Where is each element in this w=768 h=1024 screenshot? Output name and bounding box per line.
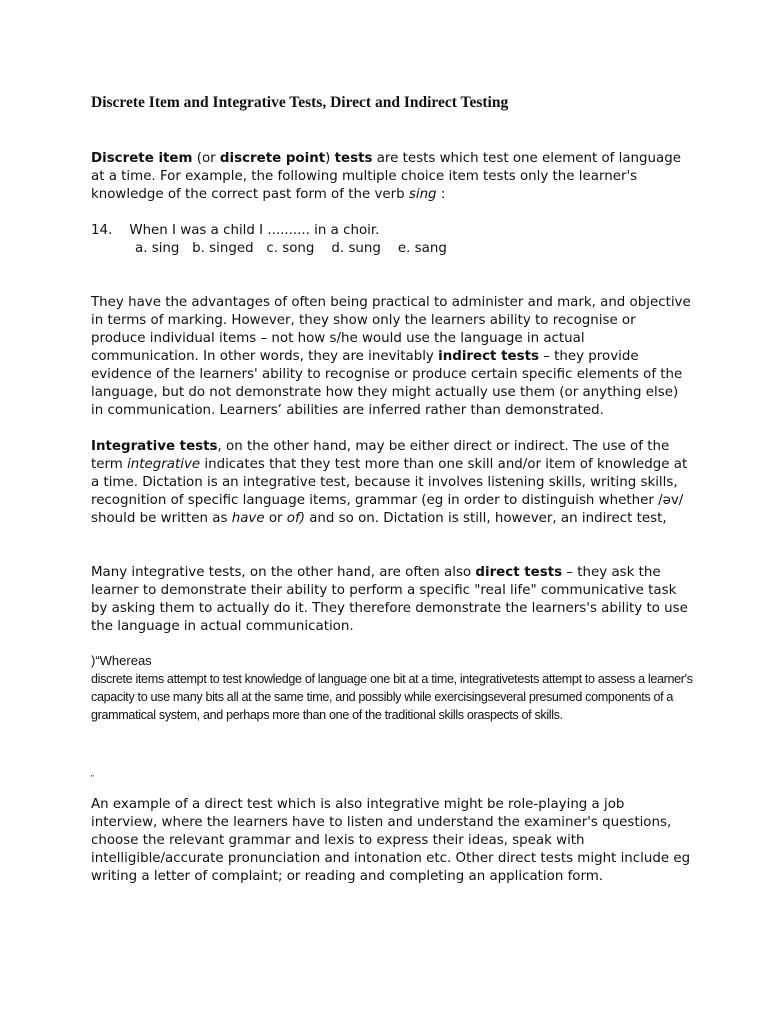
question-text: When I was a child I .......... in a choir. — [129, 223, 380, 238]
term-tests: tests — [334, 151, 373, 166]
text-run: and so on. Dictation is still, however, an indirect test, — [304, 511, 667, 526]
question-number: 14. — [91, 223, 113, 238]
text-run: Many integrative tests, on the other hand, are often also — [91, 565, 476, 580]
text-run: They have the advantages of often being practical to administer and mark, and objective in terms of marking. However, they show only the learners ability to recognise or produce individual items – not how s/he would use the language in actual communication. In other words, they are inevitably — [91, 295, 691, 364]
paragraph-direct-tests — [91, 564, 691, 636]
term-discrete-point: discrete point — [219, 151, 326, 166]
paragraph-discrete-item — [91, 150, 691, 204]
term-discrete-item: Discrete item — [91, 151, 193, 166]
quote-closing: " — [91, 774, 94, 783]
text-run: : — [436, 187, 446, 202]
paragraph-indirect-tests — [91, 294, 691, 420]
text-run: ) — [325, 151, 335, 166]
term-integrative-tests: Integrative tests — [91, 439, 218, 454]
term-sing: sing — [408, 187, 437, 202]
quote-body: discrete items attempt to test knowledge of language one bit at a time, integrativetests attempt to assess a learner's capacity to use many bits all at the same time, and possibly while exercisingseveral presumed components of a grammatical system, and perhaps more than one of the traditional skills oraspects of skills. — [91, 672, 693, 722]
term-integrative: integrative — [127, 457, 201, 472]
text-run: , on the other hand, may be either direct or indirect. The use of the term — [91, 439, 670, 472]
quote-opening: )“Whereas — [91, 653, 152, 668]
paragraph-integrative-tests — [91, 438, 691, 528]
text-run: indicates that they test more than one skill and/or item of knowledge at a time. Dictation is an integrative test, because it involves listening skills, writing skills, recognition of specific language items, grammar (eg in order to distinguish whether /əv/ should be written as — [91, 457, 688, 526]
term-of: of) — [286, 511, 305, 526]
text-run: or — [264, 511, 287, 526]
text-run: – they provide evidence of the learners' ability to recognise or produce certain specific elements of the language, but do not demonstrate how they might actually use them (or anything else) in communication. Learners’ abilities are inferred rather than demonstrated. — [91, 349, 683, 418]
text-run: – they ask the learner to demonstrate their ability to perform a specific "real life" communicative task by asking them to actually do it. They therefore demonstrate the learners's ability to use the language in actual communication. — [91, 565, 688, 634]
question-line — [91, 222, 379, 240]
text-run: (or — [192, 151, 220, 166]
paragraph-direct-integrative-example: An example of a direct test which is also integrative might be role-playing a job interview, where the learners have to listen and understand the examiner's questions, choose the relevant grammar and lexis to express their ideas, speak with intelligible/accurate pronunciation and intonation etc. Other direct tests might include eg writing a letter of complaint; or reading and completing an application form. — [91, 797, 691, 884]
document-title: Discrete Item and Integrative Tests, Direct and Indirect Testing — [91, 94, 509, 111]
term-direct-tests: direct tests — [475, 565, 563, 580]
term-have: have — [231, 511, 265, 526]
question-options: a. sing b. singed c. song d. sung e. sang — [135, 241, 447, 256]
text-run: are tests which test one element of language at a time. For example, the following multiple choice item tests only the learner's knowledge of the correct past form of the verb — [91, 151, 681, 202]
term-indirect-tests: indirect tests — [438, 349, 539, 364]
